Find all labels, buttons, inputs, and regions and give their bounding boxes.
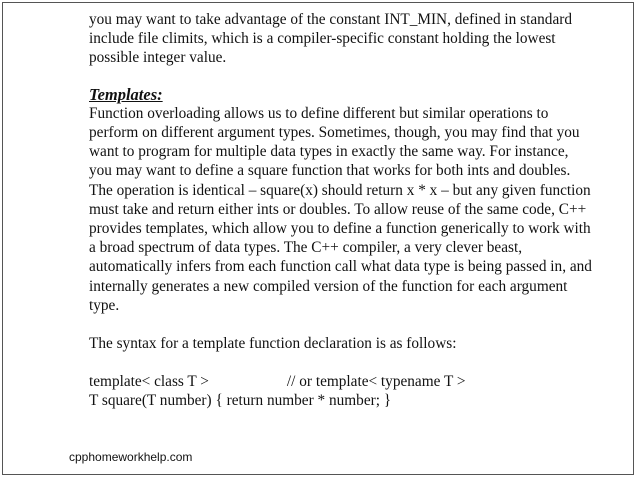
templates-heading: Templates: bbox=[89, 84, 163, 104]
intro-line: possible integer value. bbox=[89, 49, 227, 67]
slide bbox=[2, 2, 634, 475]
templates-line: a broad spectrum of data types. The C++ compiler, a very clever beast, bbox=[89, 239, 523, 257]
slide-body bbox=[89, 10, 629, 411]
templates-line: want to program for multiple data types in exactly the same way. For instance, bbox=[89, 143, 569, 161]
footer-site-name: cpphomeworkhelp.com bbox=[69, 450, 193, 464]
intro-line: include file climits, which is a compiler-specific constant holding the lowest bbox=[89, 30, 556, 48]
intro-line: you may want to take advantage of the constant INT_MIN, defined in standard bbox=[89, 11, 572, 28]
templates-line: must take and return either ints or doubles. To allow reuse of the same code, C++ bbox=[89, 200, 587, 218]
templates-line: internally generates a new compiled version of the function for each argument bbox=[89, 277, 568, 295]
paragraph-gap bbox=[89, 315, 629, 334]
syntax-intro: The syntax for a template function declaration is as follows: bbox=[89, 335, 457, 353]
templates-line: type. bbox=[89, 296, 120, 314]
paragraph-gap bbox=[89, 353, 629, 372]
code-line-function: T square(T number) { return number * number; } bbox=[89, 392, 392, 410]
intro-paragraph bbox=[89, 10, 629, 68]
templates-line: The operation is identical – square(x) should return x * x – but any given function bbox=[89, 181, 591, 199]
templates-paragraph bbox=[89, 104, 629, 315]
code-template-comment: // or template< typename T > bbox=[286, 373, 466, 391]
code-template-decl: template< class T > bbox=[89, 373, 209, 391]
templates-line: you may want to define a square function that works for both ints and doubles. bbox=[89, 162, 571, 180]
templates-line: perform on different argument types. Sometimes, though, you may find that you bbox=[89, 124, 580, 142]
templates-line: automatically infers from each function call what data type is being passed in, and bbox=[89, 258, 592, 276]
templates-line: provides templates, which allow you to define a function generically to work with bbox=[89, 220, 591, 238]
templates-line: Function overloading allows us to define different but similar operations to bbox=[89, 104, 549, 122]
code-line-template bbox=[89, 372, 629, 391]
